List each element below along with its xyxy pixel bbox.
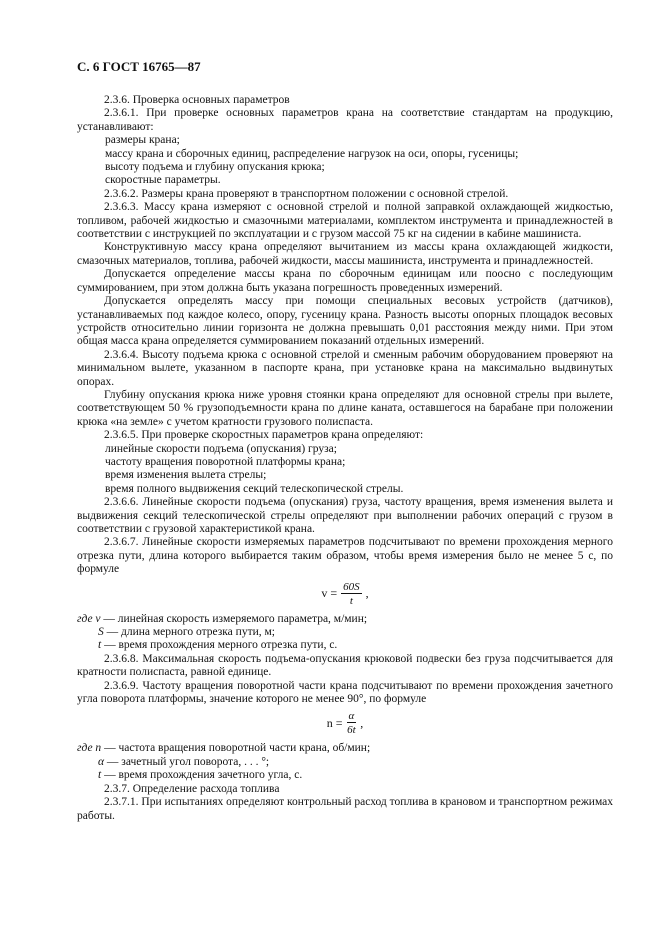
legend-variable: t <box>98 769 102 782</box>
paragraph: Глубину опускания крюка ниже уровня стоянки крана определяют для основной стрелы при вылете, соответствующем 50 % грузоподъемности крана по длине каната, оставшегося на барабане при положении крюка «на земле» с учетом кратности грузового полиспаста. <box>77 388 613 428</box>
legend-text: — время прохождения мерного отрезка пути, с. <box>101 639 338 652</box>
paragraph: 2.3.6.4. Высоту подъема крюка с основной стрелой и сменным рабочим оборудованием проверяют на минимальном вылете, указанном в паспорте крана, при установке крана на максимально выдвинутых опорах. <box>77 348 613 388</box>
formula-legend-line <box>77 639 613 652</box>
paragraph: Допускается определять массу при помощи специальных весовых устройств (датчиков), устанавливаемых под каждое колесо, опору, гусеницу крана. Разность высоты опорных площадок весовых устройств относительно линии горизонта не должна превышать 0,01 расстояния между ними. При этом общая масса крана определяется суммированием показаний отдельных измерений. <box>77 295 613 348</box>
list-item: частоту вращения поворотной платформы крана; <box>105 455 346 468</box>
legend-variable: где n <box>77 742 102 755</box>
formula-legend-line <box>77 613 613 626</box>
formula-fraction <box>341 581 362 607</box>
paragraph: 2.3.7.1. При испытаниях определяют контрольный расход топлива в крановом и транспортном режимах работы. <box>77 796 613 822</box>
formula-numerator: 60S <box>343 580 360 593</box>
paragraph: 2.3.6.6. Линейные скорости подъема (опускания) груза, частоту вращения, время изменения вылета и выдвижения секций телескопической стрелы определяют при выполнении рабочих операций с грузом в соответствии с грузовой характеристикой крана. <box>77 496 613 535</box>
section-heading: 2.3.6. Проверка основных параметров <box>104 94 290 106</box>
list-item: линейные скорости подъема (опускания) груза; <box>105 442 337 455</box>
legend-text: — зачетный угол поворота, . . . °; <box>104 755 270 768</box>
paragraph: 2.3.6.1. При проверке основных параметров крана на соответствие стандартам на продукцию, устанавливают: <box>77 107 613 133</box>
document-body <box>77 94 613 823</box>
formula-linear-speed <box>77 581 613 607</box>
legend-text: — частота вращения поворотной части крана, об/мин; <box>101 742 371 755</box>
paragraph: 2.3.6.2. Размеры крана проверяют в транспортном положении с основной стрелой. <box>104 187 509 200</box>
legend-text: — линейная скорость измеряемого параметра, м/мин; <box>100 612 368 625</box>
paragraph: 2.3.6.3. Массу крана измеряют с основной стрелой и полной заправкой охлаждающей жидкостью, топливом, рабочей жидкостью и смазочными материалами, комплектом инструмента и принадлежностей в соответствии с инструкцией по эксплуатации и с грузом массой 75 кг на сидении в кабине машиниста. <box>77 201 613 241</box>
legend-text: — длина мерного отрезка пути, м; <box>103 626 275 639</box>
formula-tail: , <box>365 585 369 600</box>
formula-denominator: t <box>349 594 353 607</box>
list-item: время полного выдвижения секций телескопической стрелы. <box>105 482 404 495</box>
formula-legend-line <box>77 756 613 769</box>
formula-tail: , <box>360 715 364 730</box>
legend-variable: α <box>98 755 105 768</box>
list-item: высоту подъема и глубину опускания крюка; <box>105 161 325 174</box>
paragraph: Допускается определение массы крана по сборочным единицам или поосно с последующим суммированием, при этом должна быть указана погрешность проведенных измерений. <box>77 268 613 294</box>
formula-numerator: α <box>348 710 355 723</box>
formula-lhs: n = <box>326 715 343 730</box>
formula-rotation-frequency <box>77 710 613 736</box>
paragraph: 2.3.6.7. Линейные скорости измеряемых параметров подсчитывают по времени прохождения мерного отрезка пути, длина которого выбирается таким образом, чтобы время измерения было не менее 5 с, по формуле <box>77 536 613 576</box>
paragraph: 2.3.6.5. При проверке скоростных параметров крана определяют: <box>104 429 424 442</box>
paragraph: Конструктивную массу крана определяют вычитанием из массы крана охлаждающей жидкости, смазочных материалов, топлива, рабочей жидкости, массы машиниста, инструмента и принадлежностей. <box>77 241 613 267</box>
paragraph: 2.3.6.8. Максимальная скорость подъема-опускания крюковой подвески без груза подсчитывается для кратности полиспаста, равной единице. <box>77 652 613 679</box>
page-header: С. 6 ГОСТ 16765—87 <box>77 59 201 74</box>
formula-denominator: 6t <box>347 724 356 737</box>
list-item: скоростные параметры. <box>105 174 221 187</box>
section-heading: 2.3.7. Определение расхода топлива <box>104 782 280 795</box>
formula-fraction <box>347 710 357 736</box>
paragraph: 2.3.6.9. Частоту вращения поворотной части крана подсчитывают по времени прохождения зачетного угла поворота платформы, значение которого не менее 90°, по формуле <box>77 679 613 706</box>
legend-variable: где v <box>77 612 101 625</box>
legend-variable: S <box>98 626 104 639</box>
legend-text: — время прохождения зачетного угла, с. <box>101 769 303 782</box>
list-item: массу крана и сборочных единиц, распределение нагрузок на оси, опоры, гусеницы; <box>105 147 519 160</box>
list-item: размеры крана; <box>105 134 180 147</box>
legend-variable: t <box>98 639 102 652</box>
list-item: время изменения вылета стрелы; <box>105 469 267 482</box>
formula-legend-line <box>77 769 613 782</box>
formula-lhs: v = <box>321 585 338 600</box>
formula-legend-line <box>77 626 613 639</box>
formula-legend-line <box>77 742 613 755</box>
